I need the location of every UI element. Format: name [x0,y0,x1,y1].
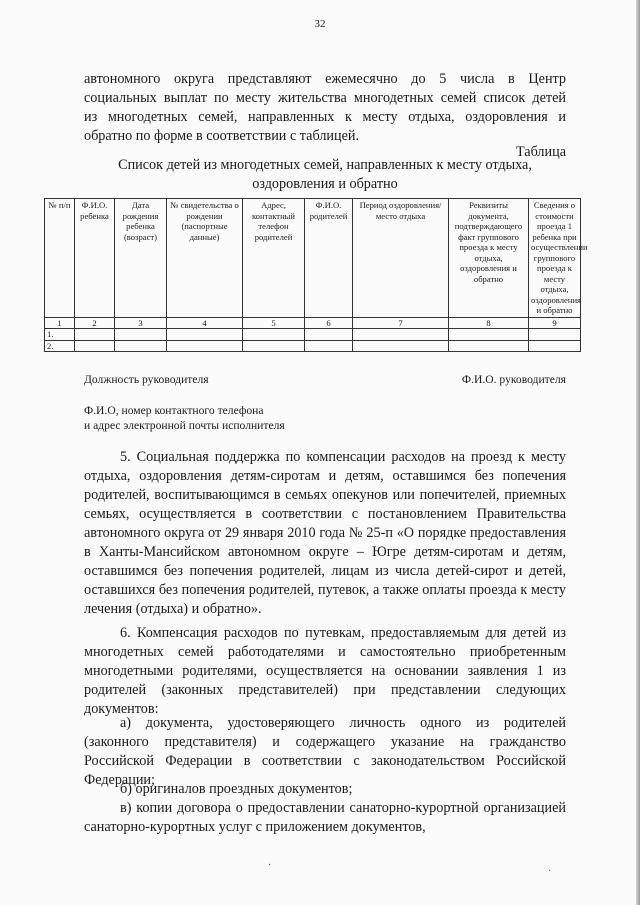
scan-edge [636,0,640,905]
table-cell: 1. [45,329,75,341]
header-cell: Ф.И.О. ребенка [75,199,115,318]
header-cell: № свидетельства о рождении (паспортные данные) [167,199,243,318]
intro-line: социальных выплат по месту жительства многодетных семей список детей [84,90,566,106]
table-cell [529,329,581,341]
table-cell [449,329,529,341]
table-row [45,340,581,352]
column-number-cell: 1 [45,317,75,329]
header-cell: Сведения о стоимости проезда 1 ребенка при осуществлении группового проезда к месту отдыха, оздоровления и обратно [529,199,581,318]
header-cell: Ф.И.О. родителей [305,199,353,318]
table-cell [167,340,243,352]
page-number: 32 [314,18,326,30]
column-number-row [45,317,581,329]
table-cell [305,329,353,341]
table-cell [167,329,243,341]
item-b: б) оригиналов проездных документов; [120,781,353,797]
column-number-cell: 2 [75,317,115,329]
contact-line: Ф.И.О, номер контактного телефона [84,404,264,417]
header-cell: Адрес, контактный телефон родителей [243,199,305,318]
intro-line: из многодетных семей, направленных к месту отдыха, оздоровления и [84,109,566,125]
column-number-cell: 7 [353,317,449,329]
table-title [84,156,566,194]
intro-paragraph [84,70,566,146]
item-a: а) документа, удостоверяющего личность одного из родителей (законного представителя) и содержащего указание на гражданство Российской Федерации в соответствии с законодательством Российской Федерации; [84,715,566,788]
executor-contact [84,404,285,433]
table-row [45,329,581,341]
children-list-table [44,198,588,352]
header-cell: Реквизиты документа, подтверждающего факт группового проезда к месту отдыха, оздоровления и обратно [449,199,529,318]
table-label: Таблица [515,144,566,160]
signature-name: Ф.И.О. руководителя [461,373,566,386]
column-number-cell: 6 [305,317,353,329]
column-number-cell: 5 [243,317,305,329]
table-header-row [45,199,581,318]
table-cell [75,329,115,341]
header-cell: № п/п [45,199,75,318]
table-title-line: Список детей из многодетных семей, направленных к месту отдыха, [118,157,532,173]
column-number-cell: 4 [167,317,243,329]
table-cell [353,329,449,341]
table-cell [243,329,305,341]
table-cell [305,340,353,352]
table-cell [115,340,167,352]
table-cell [353,340,449,352]
table-cell [449,340,529,352]
column-number-cell: 3 [115,317,167,329]
intro-line: обратно по форме в соответствии с таблицей. [84,128,360,144]
scan-speck: · [268,860,272,871]
table-cell [243,340,305,352]
column-number-cell: 8 [449,317,529,329]
table-cell: 2. [45,340,75,352]
paragraph-5: 5. Социальная поддержка по компенсации расходов на проезд к месту отдыха, оздоровления детям-сиротам и детям, оставшимся без попечения родителей, воспитывающимся в семьях опекунов или попечителей, приемных семьях, осуществляется в соответствии с постановлением Правительства автономного округа от 29 января 2010 года № 25-п «О порядке предоставления в Ханты-Мансийском автономном округе – Югре детям-сиротам и детям, оставшимся без попечения родителей, лицам из числа детей-сирот и детей, оставшихся без попечения родителей, путевок, а также оплаты проезда к месту лечения (отдыха) и обратно». [84,449,566,617]
column-number-cell: 9 [529,317,581,329]
table-cell [115,329,167,341]
contact-line: и адрес электронной почты исполнителя [84,418,285,432]
header-cell: Период оздоровления/место отдыха [353,199,449,318]
paragraph-6: 6. Компенсация расходов по путевкам, предоставляемым для детей из многодетных семей работодателями и самостоятельно приобретенным многодетными родителями, осуществляется на основании заявления 1 из родителей (законных представителей) при представлении следующих документов: [84,625,566,717]
header-cell: Дата рождения ребенка (возраст) [115,199,167,318]
table-cell [75,340,115,352]
table-title-line: оздоровления и обратно [252,176,398,192]
scan-speck: · [548,866,552,877]
table-cell [529,340,581,352]
item-c: в) копии договора о предоставлении санаторно-курортной организацией санаторно-курортных услуг с приложением документов, [84,800,566,835]
intro-line: автономного округа представляют ежемесячно до 5 числа в Центр [84,71,566,87]
signature-position: Должность руководителя [84,373,209,386]
